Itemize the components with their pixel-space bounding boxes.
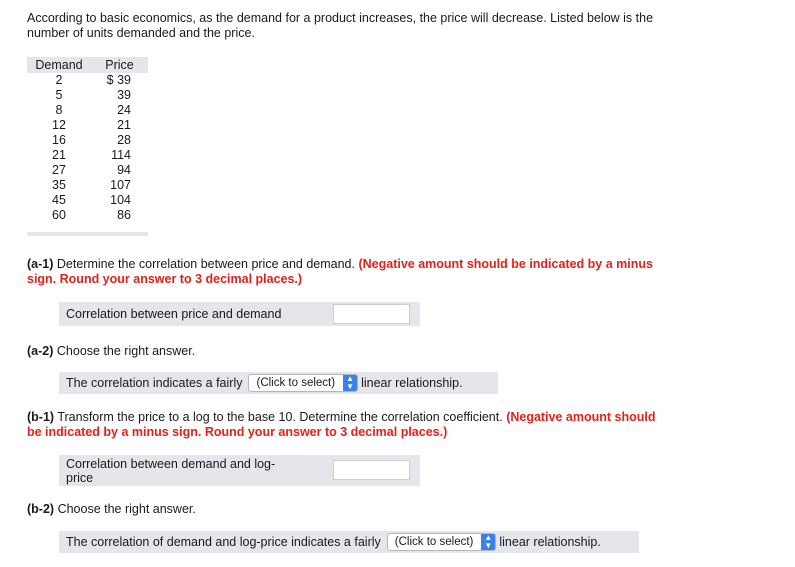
answer-row-b2 xyxy=(59,531,639,553)
field-label-a1: Correlation between price and demand xyxy=(66,307,282,321)
price-cell: 94 xyxy=(117,163,131,177)
demand-cell: 8 xyxy=(55,103,63,117)
demand-cell: 45 xyxy=(52,193,66,207)
intro-text: According to basic economics, as the demand for a product increases, the price will decrease. Listed below is the number of units demanded and the price. xyxy=(27,11,654,40)
sentence-b2-before: The correlation of demand and log-price indicates a fairly xyxy=(66,535,381,549)
table-row xyxy=(27,178,148,193)
header-price: Price xyxy=(105,58,134,72)
select-b2-value: (Click to select) xyxy=(394,536,474,548)
question-b1 xyxy=(27,410,667,440)
demand-cell: 35 xyxy=(52,178,66,192)
table-row xyxy=(27,133,148,148)
sentence-a2-after: linear relationship. xyxy=(361,376,463,390)
table-row xyxy=(27,193,148,208)
question-b2-label: (b-2) xyxy=(27,502,55,516)
chevron-updown-icon: ▲ ▼ xyxy=(481,534,495,550)
relationship-select-a2[interactable] xyxy=(248,374,358,392)
question-a2-text: Choose the right answer. xyxy=(56,344,196,358)
header-demand: Demand xyxy=(35,58,83,72)
table-row xyxy=(27,103,148,118)
price-cell: 114 xyxy=(111,148,131,162)
question-b2-text: Choose the right answer. xyxy=(57,502,196,516)
sentence-a2-before: The correlation indicates a fairly xyxy=(66,376,243,390)
table-header xyxy=(27,57,148,73)
price-cell: $ 39 xyxy=(106,73,131,87)
price-cell: 107 xyxy=(110,178,131,192)
demand-cell: 60 xyxy=(52,208,66,222)
table-row xyxy=(27,118,148,133)
table-row xyxy=(27,208,148,223)
correlation-input-a1[interactable] xyxy=(333,304,410,324)
price-cell: 21 xyxy=(117,118,131,132)
demand-cell: 2 xyxy=(55,73,63,87)
question-a1-label: (a-1) xyxy=(27,257,54,271)
question-b1-text: Transform the price to a log to the base 10. Determine the correlation coefficient. xyxy=(57,410,503,424)
table-row xyxy=(27,73,148,88)
question-b1-note: (Negative amount should be indicated by a minus sign. Round your answer to 3 decimal places.) xyxy=(27,410,656,439)
table-row xyxy=(27,88,148,103)
price-cell: 104 xyxy=(110,193,131,207)
question-a2-label: (a-2) xyxy=(27,344,54,358)
demand-cell: 27 xyxy=(52,163,66,177)
demand-cell: 16 xyxy=(52,133,66,147)
table-row xyxy=(27,163,148,178)
answer-row-a2 xyxy=(59,372,498,394)
question-b2 xyxy=(27,502,196,517)
table-row xyxy=(27,148,148,163)
table-body xyxy=(27,73,148,223)
price-cell: 24 xyxy=(117,103,131,117)
price-cell: 39 xyxy=(117,88,131,102)
demand-cell: 5 xyxy=(55,88,63,102)
price-cell: 28 xyxy=(117,133,131,147)
question-a1 xyxy=(27,257,667,287)
relationship-select-b2[interactable] xyxy=(387,533,497,551)
select-a2-value: (Click to select) xyxy=(256,377,336,389)
chevron-updown-icon: ▲ ▼ xyxy=(343,375,357,391)
demand-cell: 21 xyxy=(52,148,66,162)
table-footer-bar xyxy=(27,232,148,236)
field-label-b1: Correlation between demand and log-price xyxy=(66,456,276,485)
demand-price-table xyxy=(27,57,148,236)
question-a1-text: Determine the correlation between price and demand. xyxy=(56,257,355,271)
question-b1-label: (b-1) xyxy=(27,410,55,424)
correlation-input-b1[interactable] xyxy=(333,460,410,480)
sentence-b2-after: linear relationship. xyxy=(499,535,601,549)
question-a1-note: (Negative amount should be indicated by a minus sign. Round your answer to 3 decimal places.) xyxy=(27,257,653,286)
question-a2 xyxy=(27,344,195,359)
price-cell: 86 xyxy=(117,208,131,222)
demand-cell: 12 xyxy=(52,118,66,132)
